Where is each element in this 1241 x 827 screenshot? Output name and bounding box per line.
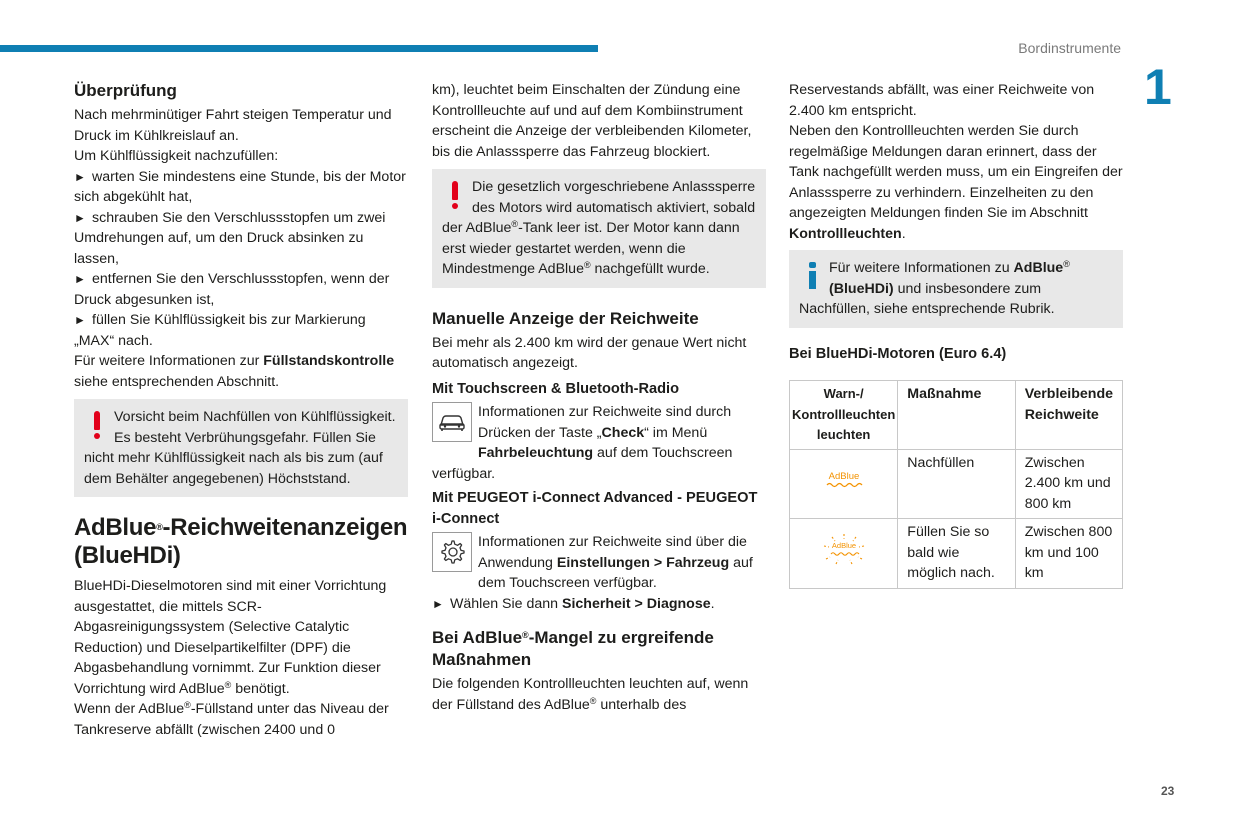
link-fuellstandskontrolle[interactable]: Füllstandskontrolle bbox=[263, 353, 395, 369]
info-note bbox=[789, 250, 1123, 328]
page-number: 23 bbox=[1161, 784, 1175, 798]
paragraph: Nach mehrminütiger Fahrt steigen Temperatur und Druck im Kühlkreislauf an. bbox=[74, 107, 392, 144]
arrow-icon: ► bbox=[74, 272, 86, 286]
heading-euro-6-4: Bei BlueHDi-Motoren (Euro 6.4) bbox=[789, 345, 1007, 362]
paragraph: Informationen zur Reichweite sind durch Drücken der Taste „Check“ im Menü Fahrbeleuchtung auf dem Touchscreen verfügbar. bbox=[432, 404, 733, 482]
table-header: Verbleibende Reichweite bbox=[1015, 381, 1122, 450]
table-cell-measure: Füllen Sie so bald wie möglich nach. bbox=[898, 519, 1015, 589]
heading-adblue-mangel: Bei AdBlue®-Mangel zu ergreifende Maßnahmen bbox=[432, 628, 714, 669]
warning-icon bbox=[84, 407, 114, 443]
gear-icon bbox=[432, 532, 472, 572]
svg-text:AdBlue: AdBlue bbox=[828, 470, 859, 482]
warning-text: Die gesetzlich vorgeschriebene Anlasssperre des Motors wird automatisch aktiviert, sobald der AdBlue®-Tank leer ist. Der Motor kann dann erst wieder gestartet werden, wenn die Mindestmenge AdBlue® nachgefüllt wurde. bbox=[442, 179, 756, 277]
table-header: Warn-/ Kontrollleuchten leuchten bbox=[790, 381, 898, 450]
table-cell-range: Zwischen 800 km und 100 km bbox=[1015, 519, 1122, 589]
column-2 bbox=[432, 80, 766, 715]
heading-manuelle-anzeige: Manuelle Anzeige der Reichweite bbox=[432, 308, 699, 328]
table-cell-range: Zwischen 2.400 km und 800 km bbox=[1015, 449, 1122, 519]
table-cell-measure: Nachfüllen bbox=[898, 449, 1015, 519]
adblue-warning-icon bbox=[824, 469, 864, 493]
bullet-item: ► warten Sie mindestens eine Stunde, bis der Motor sich abgekühlt hat, bbox=[74, 168, 406, 205]
column-1 bbox=[74, 80, 408, 740]
warning-note bbox=[432, 169, 766, 288]
paragraph: Informationen zur Reichweite sind über die Anwendung Einstellungen > Fahrzeug auf dem Touchscreen verfügbar. bbox=[432, 532, 766, 594]
paragraph: Wenn der AdBlue®-Füllstand unter das Niveau der Tankreserve abfällt (zwischen 2400 und 0 bbox=[74, 700, 389, 738]
table-header: Maßnahme bbox=[898, 381, 1015, 450]
adblue-warning-table bbox=[789, 380, 1123, 589]
chapter-number: 1 bbox=[1144, 59, 1172, 115]
paragraph: Neben den Kontrollleuchten werden Sie durch regelmäßige Meldungen daran erinnert, dass der Tank nachgefüllt werden muss, um ein Eingreifen der Anlasssperre zu verhindern. Einzelheiten zu den angezeigten Meldungen finden Sie im Abschnitt Kontrollleuchten. bbox=[789, 123, 1123, 242]
bullet-item: ► Wählen Sie dann Sicherheit > Diagnose. bbox=[432, 594, 766, 615]
paragraph: Reservestands abfällt, was einer Reichweite von 2.400 km entspricht. bbox=[789, 82, 1095, 119]
bullet-item: ► schrauben Sie den Verschlussstopfen um zwei Umdrehungen auf, um den Druck absinken zu lassen, bbox=[74, 209, 386, 267]
paragraph: Für weitere Informationen zur Füllstandskontrolle siehe entsprechenden Abschnitt. bbox=[74, 353, 395, 390]
table-row bbox=[790, 449, 1123, 519]
table-row bbox=[790, 519, 1123, 589]
paragraph: Die folgenden Kontrollleuchten leuchten auf, wenn der Füllstand des AdBlue® unterhalb des bbox=[432, 676, 749, 713]
table-header-row bbox=[790, 381, 1123, 450]
arrow-icon: ► bbox=[432, 596, 444, 611]
link-kontrollleuchten[interactable]: Kontrollleuchten bbox=[789, 225, 902, 242]
car-icon bbox=[432, 402, 472, 442]
paragraph: km), leuchtet beim Einschalten der Zündung eine Kontrollleuchte auf und auf dem Kombiinstrument erscheint die Anzeige der verbleibenden Kilometer, bis die Anlasssperre das Fahrzeug blockiert. bbox=[432, 82, 752, 160]
arrow-icon: ► bbox=[74, 169, 86, 184]
bullet-item: ► füllen Sie Kühlflüssigkeit bis zur Markierung „MAX“ nach. bbox=[74, 312, 366, 349]
table-cell-icon bbox=[790, 449, 898, 519]
paragraph: Bei mehr als 2.400 km wird der genaue Wert nicht automatisch angezeigt. bbox=[432, 334, 747, 371]
heading-ueberpruefung: Überprüfung bbox=[74, 81, 177, 100]
heading-touchscreen: Mit Touchscreen & Bluetooth-Radio bbox=[432, 380, 680, 397]
section-title: Bordinstrumente bbox=[1018, 40, 1121, 56]
warning-icon bbox=[442, 177, 472, 213]
paragraph: BlueHDi-Dieselmotoren sind mit einer Vorrichtung ausgestattet, die mittels SCR-Abgasreinigungssystem (Selective Catalytic Reduction) und Dieselpartikelfilter (DPF) die Abgasbehandlung vornimmt. Zur Funktion dieser Vorrichtung wird AdBlue® benötigt. bbox=[74, 578, 387, 697]
svg-text:AdBlue: AdBlue bbox=[831, 541, 856, 550]
heading-adblue: AdBlue®-Reichweitenanzeigen (BlueHDi) bbox=[74, 514, 408, 569]
adblue-blinking-icon bbox=[822, 533, 866, 567]
bullet-item: ► entfernen Sie den Verschlussstopfen, wenn der Druck abgesunken ist, bbox=[74, 271, 390, 308]
table-cell-icon bbox=[790, 519, 898, 589]
warning-note bbox=[74, 399, 408, 497]
info-icon bbox=[799, 258, 829, 294]
info-text: Für weitere Informationen zu AdBlue® (BlueHDi) und insbesondere zum Nachfüllen, siehe entsprechende Rubrik. bbox=[799, 259, 1070, 317]
header-accent-bar bbox=[0, 45, 598, 52]
arrow-icon: ► bbox=[74, 210, 86, 225]
arrow-icon: ► bbox=[74, 313, 86, 327]
warning-text: Vorsicht beim Nachfüllen von Kühlflüssigkeit. Es besteht Verbrühungsgefahr. Füllen Sie nicht mehr Kühlflüssigkeit nach als bis zum (auf dem Behälter angegebenen) Höchststand. bbox=[84, 409, 396, 487]
paragraph: Um Kühlflüssigkeit nachzufüllen: bbox=[74, 148, 279, 164]
heading-peugeot-iconnect: Mit PEUGEOT i-Connect Advanced - PEUGEOT i-Connect bbox=[432, 490, 758, 527]
column-3 bbox=[789, 80, 1123, 589]
